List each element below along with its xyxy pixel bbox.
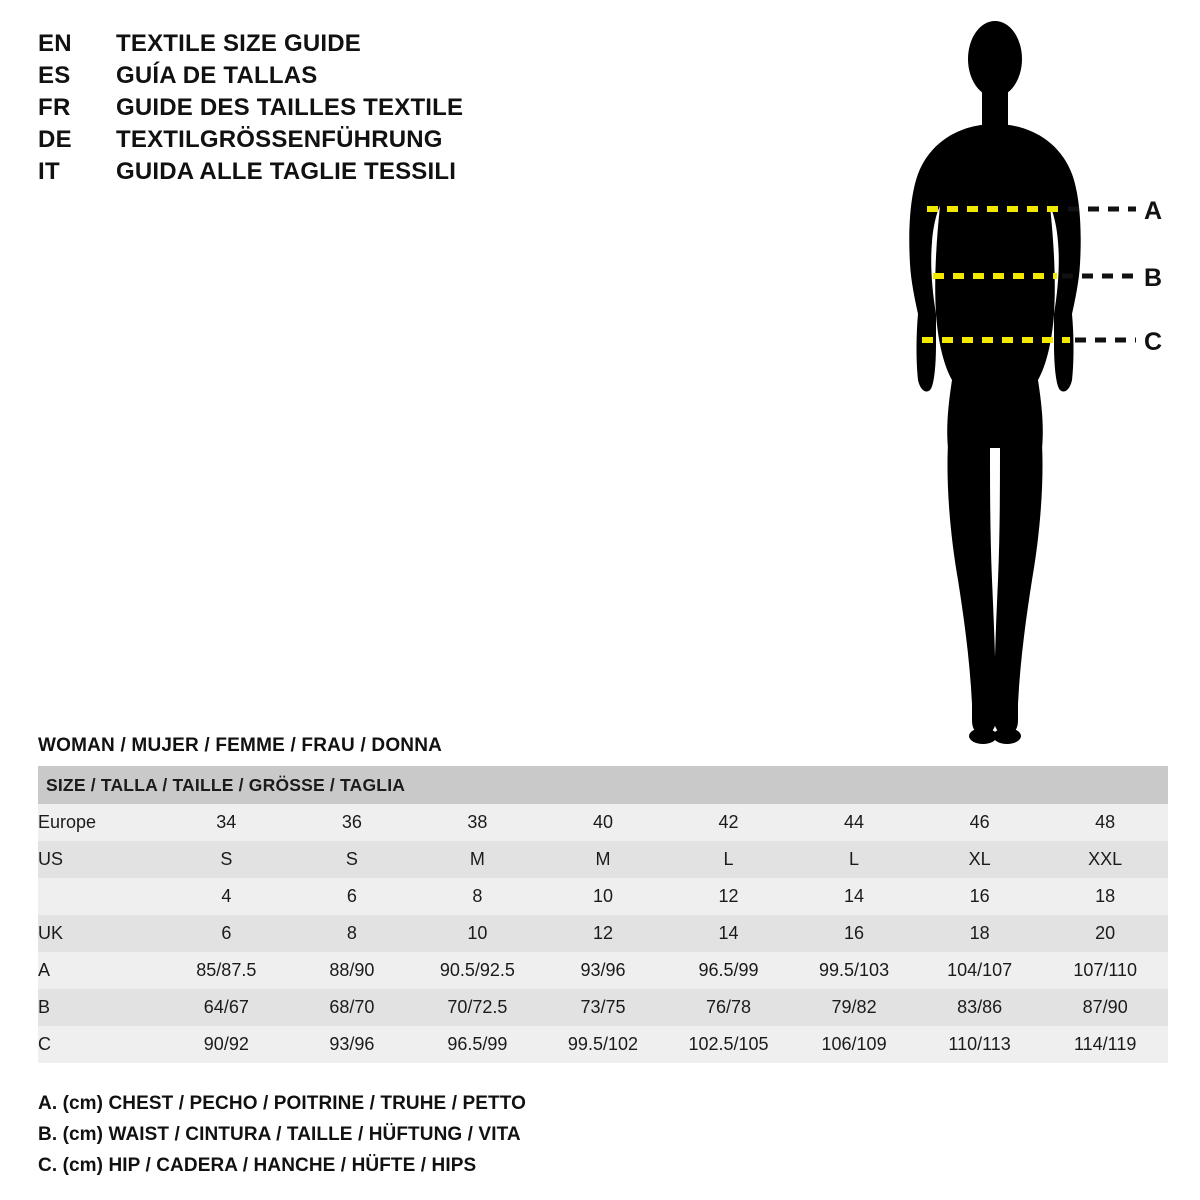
language-row-de	[38, 124, 558, 156]
cell: 18	[1042, 878, 1168, 915]
cell: 99.5/102	[540, 1026, 666, 1063]
language-code: EN	[38, 30, 72, 57]
cell: 88/90	[289, 952, 415, 989]
table-row	[38, 804, 1168, 841]
cell: 34	[164, 804, 290, 841]
cell: XL	[917, 841, 1043, 878]
cell: 93/96	[540, 952, 666, 989]
cell: 87/90	[1042, 989, 1168, 1026]
size-table	[38, 766, 1168, 1063]
cell: 14	[666, 915, 792, 952]
cell: 10	[540, 878, 666, 915]
cell: 40	[540, 804, 666, 841]
language-code: ES	[38, 62, 71, 89]
cell: 44	[791, 804, 917, 841]
cell: 6	[164, 915, 290, 952]
table-row	[38, 841, 1168, 878]
language-title: GUIDE DES TAILLES TEXTILE	[116, 94, 464, 121]
row-label: B	[38, 989, 164, 1026]
size-table-section	[38, 735, 1168, 1063]
cell: 18	[917, 915, 1043, 952]
table-row	[38, 878, 1168, 915]
cell: 10	[415, 915, 541, 952]
cell: 104/107	[917, 952, 1043, 989]
cell: 83/86	[917, 989, 1043, 1026]
marker-label-b: B	[1144, 264, 1163, 292]
cell: 79/82	[791, 989, 917, 1026]
cell: M	[415, 841, 541, 878]
language-title-list	[38, 28, 558, 188]
cell: XXL	[1042, 841, 1168, 878]
female-silhouette-icon	[909, 21, 1080, 744]
gender-label: WOMAN / MUJER / FEMME / FRAU / DONNA	[38, 735, 443, 756]
cell: 38	[415, 804, 541, 841]
language-code: FR	[38, 94, 71, 121]
cell: 16	[791, 915, 917, 952]
cell: L	[791, 841, 917, 878]
row-label	[38, 878, 164, 915]
row-label: Europe	[38, 804, 164, 841]
cell: 90/92	[164, 1026, 290, 1063]
table-row	[38, 1026, 1168, 1063]
table-row	[38, 915, 1168, 952]
cell: 102.5/105	[666, 1026, 792, 1063]
cell: S	[289, 841, 415, 878]
cell: 107/110	[1042, 952, 1168, 989]
measurement-legend	[38, 1088, 938, 1181]
table-row	[38, 952, 1168, 989]
row-label: C	[38, 1026, 164, 1063]
language-row-it	[38, 156, 558, 188]
cell: 85/87.5	[164, 952, 290, 989]
cell: 4	[164, 878, 290, 915]
language-row-es	[38, 60, 558, 92]
cell: 106/109	[791, 1026, 917, 1063]
row-label: A	[38, 952, 164, 989]
cell: 73/75	[540, 989, 666, 1026]
cell: 12	[666, 878, 792, 915]
cell: 110/113	[917, 1026, 1043, 1063]
language-code: IT	[38, 158, 60, 185]
language-row-fr	[38, 92, 558, 124]
legend-line-a: A. (cm) CHEST / PECHO / POITRINE / TRUHE / PETTO	[38, 1093, 526, 1114]
cell: 36	[289, 804, 415, 841]
language-row-en	[38, 28, 558, 60]
language-code: DE	[38, 126, 72, 153]
measurement-figure	[860, 14, 1190, 754]
cell: 46	[917, 804, 1043, 841]
legend-line-c: C. (cm) HIP / CADERA / HANCHE / HÜFTE / HIPS	[38, 1155, 477, 1176]
cell: 6	[289, 878, 415, 915]
marker-label-c: C	[1144, 328, 1163, 356]
cell: 114/119	[1042, 1026, 1168, 1063]
language-title: GUÍA DE TALLAS	[116, 62, 318, 89]
cell: 96.5/99	[666, 952, 792, 989]
cell: 64/67	[164, 989, 290, 1026]
legend-line-b: B. (cm) WAIST / CINTURA / TAILLE / HÜFTUNG / VITA	[38, 1124, 521, 1145]
language-title: TEXTILGRÖSSENFÜHRUNG	[116, 126, 443, 153]
cell: M	[540, 841, 666, 878]
language-title: TEXTILE SIZE GUIDE	[116, 30, 361, 57]
table-band-header-text: SIZE / TALLA / TAILLE / GRÖSSE / TAGLIA	[38, 766, 1168, 804]
cell: 76/78	[666, 989, 792, 1026]
cell: 48	[1042, 804, 1168, 841]
cell: 12	[540, 915, 666, 952]
cell: 68/70	[289, 989, 415, 1026]
cell: 70/72.5	[415, 989, 541, 1026]
cell: 8	[289, 915, 415, 952]
table-band-header	[38, 766, 1168, 804]
language-title: GUIDA ALLE TAGLIE TESSILI	[116, 158, 457, 185]
table-row	[38, 989, 1168, 1026]
row-label: US	[38, 841, 164, 878]
cell: 90.5/92.5	[415, 952, 541, 989]
cell: 42	[666, 804, 792, 841]
cell: 99.5/103	[791, 952, 917, 989]
cell: 8	[415, 878, 541, 915]
cell: 93/96	[289, 1026, 415, 1063]
cell: 20	[1042, 915, 1168, 952]
cell: 96.5/99	[415, 1026, 541, 1063]
cell: S	[164, 841, 290, 878]
marker-label-a: A	[1144, 197, 1163, 225]
cell: L	[666, 841, 792, 878]
cell: 14	[791, 878, 917, 915]
row-label: UK	[38, 915, 164, 952]
cell: 16	[917, 878, 1043, 915]
